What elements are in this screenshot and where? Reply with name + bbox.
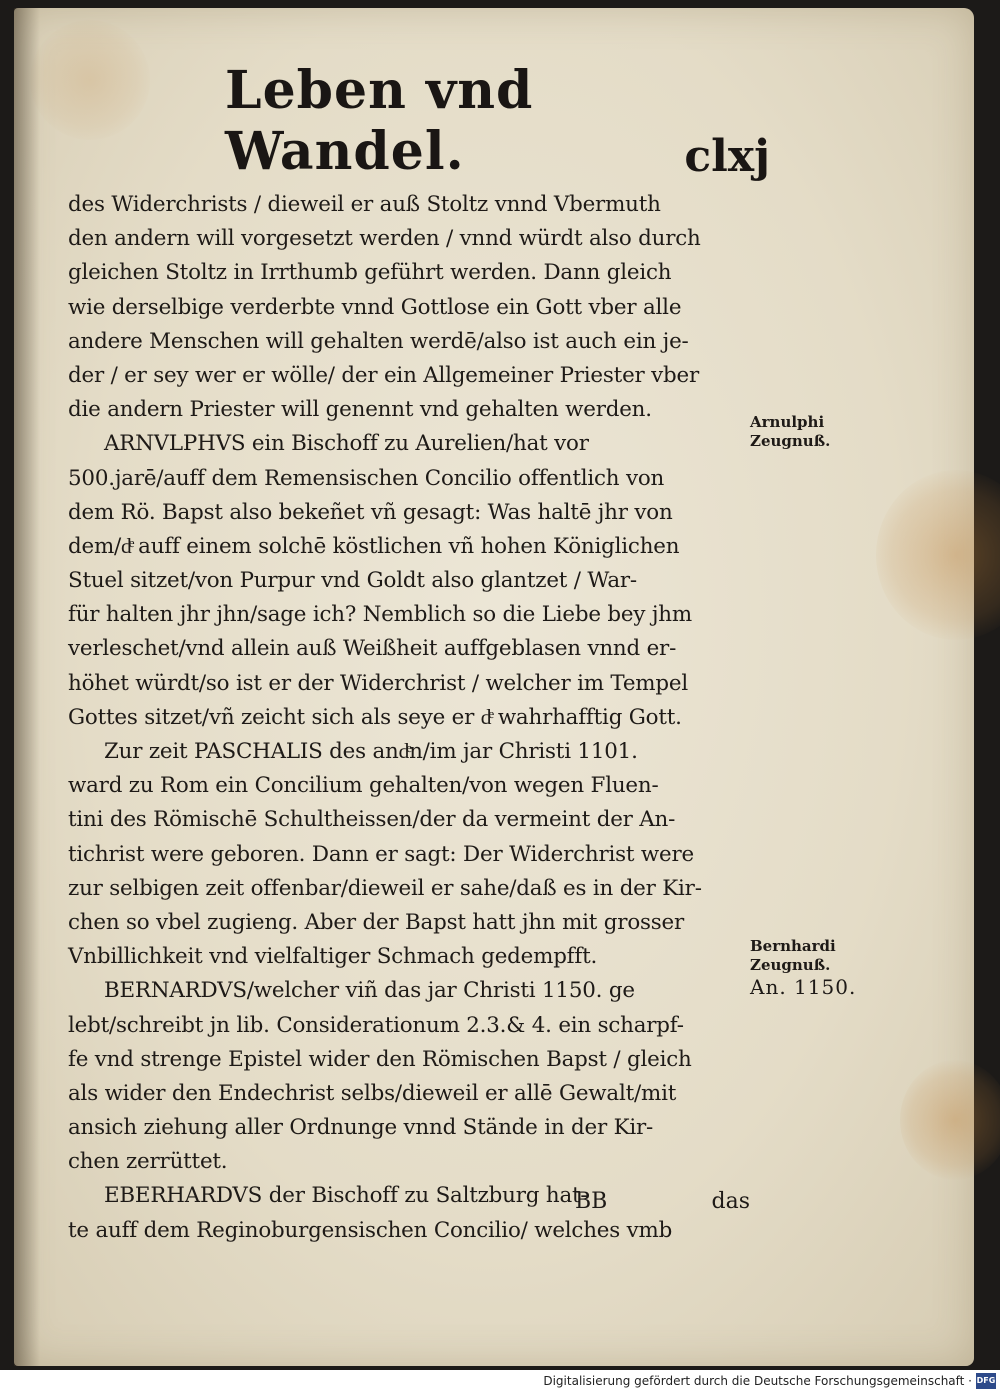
dfg-logo: DFG [976,1373,996,1389]
text-line: als wider den Endechrist selbs/dieweil er allē Gewalt/mit [68,1080,677,1106]
text-line: wie derselbige verderbte vnnd Gottlose ein Gott vber alle [68,294,682,320]
text-line: der / er sey wer er wölle/ der ein Allgemeiner Priester vber [68,362,700,388]
text-line: Gottes sitzet/vñ zeicht sich als seye er dͤ wahrhafftig Gott. [68,704,682,730]
catchword: das [711,1189,750,1214]
text-line: te auff dem Reginoburgensischen Concilio/ welches vmb [68,1217,673,1243]
text-line: tini des Römischē Schultheissen/der da vermeint der An- [68,807,676,833]
folio-number: clxj [684,131,770,182]
page-footer [575,1189,750,1214]
text-line: ward zu Rom ein Concilium gehalten/von wegen Fluen- [68,773,659,799]
text-line: des Widerchrists / dieweil er auß Stoltz vnnd Vbermuth [68,192,661,217]
text-line: lebt/schreibt jn lib. Considerationum 2.3.& 4. ein scharpf- [68,1012,684,1038]
text-line: fe vnd strenge Epistel wider den Römischen Bapst / gleich [68,1046,692,1072]
text-line: ansich ziehung aller Ordnunge vnnd Stände in der Kir- [68,1115,654,1141]
signature-mark: BB [575,1189,608,1214]
main-text-block [68,188,748,1248]
margin-note-year: An. 1150. [750,975,857,999]
text-line: chen so vbel zugieng. Aber der Bapst hatt jhn mit grosser [68,909,685,935]
margin-note-line: Zeugnuß. [750,956,831,974]
text-line: die andern Priester will genennt vnd gehalten werden. [68,397,652,423]
text-line: den andern will vorgesetzt werden / vnnd würdt also durch [68,226,701,252]
page-gutter-shadow [14,8,40,1366]
text-line: 500.jarē/auff dem Remensischen Concilio offentlich von [68,465,665,491]
text-line: EBERHARDVS der Bischoff zu Saltzburg hat- [104,1183,588,1209]
margin-note-bernhardi [750,937,856,999]
text-line: andere Menschen will gehalten werdē/also ist auch ein je- [68,328,689,354]
text-line: Zur zeit PASCHALIS des andͤn/im jar Christi 1101. [104,739,638,764]
margin-note-line: Arnulphi [750,413,825,431]
margin-note-arnulphi [750,413,830,451]
text-line: dem Rö. Bapst also bekeñet vñ gesagt: Was haltē jhr von [68,499,673,525]
text-line: Vnbillichkeit vnd vielfaltiger Schmach gedempfft. [68,944,598,970]
text-line: ARNVLPHVS ein Bischoff zu Aurelien/hat vor [104,431,589,457]
text-line: zur selbigen zeit offenbar/dieweil er sahe/daß es in der Kir- [68,875,702,901]
water-stain [30,20,150,140]
text-line: höhet würdt/so ist er der Widerchrist / welcher im Tempel [68,670,688,696]
text-line: chen zerrüttet. [68,1149,228,1175]
text-line: verleschet/vnd allein auß Weißheit auffgeblasen vnnd er- [68,636,677,662]
margin-note-line: Bernhardi [750,937,836,955]
text-line: für halten jhr jhn/sage ich? Nemblich so die Liebe bey jhm [68,602,692,628]
text-line: tichrist were geboren. Dann er sagt: Der Widerchrist were [68,841,694,867]
water-stain [900,1060,1000,1180]
digitization-notice: Digitalisierung gefördert durch die Deutsche Forschungsgemeinschaft · [543,1374,972,1388]
text-line: Stuel sitzet/von Purpur vnd Goldt also glantzet / War- [68,568,637,594]
running-title: Leben vnd Wandel. [225,60,534,182]
text-line: BERNARDVS/welcher viñ das jar Christi 1150. ge [104,978,635,1004]
margin-note-line: Zeugnuß. [750,432,831,450]
page-header [225,60,770,182]
text-line: gleichen Stoltz in Irrthumb geführt werden. Dann gleich [68,260,672,286]
text-line: dem/dͤ auff einem solchē köstlichen vñ hohen Königlichen [68,533,680,559]
